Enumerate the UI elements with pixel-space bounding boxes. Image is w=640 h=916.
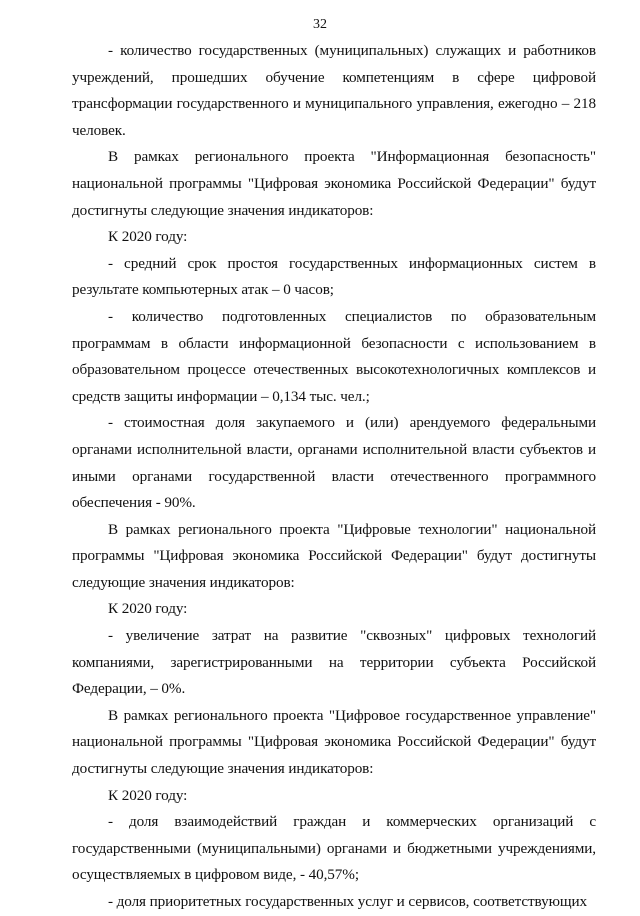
- paragraph-priority-services-indicator: - доля приоритетных государственных услуг и сервисов, соответствующих: [108, 893, 587, 910]
- page-number: 32: [313, 17, 327, 32]
- paragraph-year-heading: К 2020 году:: [108, 786, 188, 804]
- paragraph-specialists-indicator: - количество подготовленных специалистов по образовательным программам в области информационной безопасности с использованием в образовательном процессе отечественных высокотехнологичных комплексов и средств защиты информации – 0,134 тыс. чел.;: [72, 307, 596, 405]
- paragraph-year-heading: К 2020 году:: [108, 600, 188, 618]
- page-body: [72, 38, 596, 916]
- paragraph-software-share-indicator: - стоимостная доля закупаемого и (или) арендуемого федеральными органами исполнительной власти, органами исполнительной власти субъектов и иными органами государственной власти отечественного программного обеспечения - 90%.: [72, 414, 596, 512]
- paragraph-digital-governance-project-intro: В рамках регионального проекта "Цифровое государственное управление" национальной программы "Цифровая экономика Российской Федерации" будут достигнуты следующие значения индикаторов:: [72, 706, 596, 778]
- paragraph-downtime-indicator: - средний срок простоя государственных информационных систем в результате компьютерных атак – 0 часов;: [72, 254, 596, 299]
- paragraph-trained-employees: - количество государственных (муниципальных) служащих и работников учреждений, прошедших обучение компетенциям в сфере цифровой трансформации государственного и муниципального управления, ежегодно – 218 человек.: [72, 42, 596, 139]
- paragraph-year-heading: К 2020 году:: [108, 228, 188, 246]
- paragraph-end-to-end-tech-indicator: - увеличение затрат на развитие "сквозных" цифровых технологий компаниями, зарегистрированными на территории субъекта Российской Федерации, – 0%.: [72, 627, 596, 698]
- paragraph-digital-tech-project-intro: В рамках регионального проекта "Цифровые технологии" национальной программы "Цифровая экономика Российской Федерации" будут достигнуты следующие значения индикаторов:: [72, 520, 596, 591]
- paragraph-digital-interactions-indicator: - доля взаимодействий граждан и коммерческих организаций с государственными (муниципальными) органами и бюджетными учреждениями, осуществляемых в цифровом виде, - 40,57%;: [72, 813, 596, 884]
- paragraph-infosec-project-intro: В рамках регионального проекта "Информационная безопасность" национальной программы "Цифровая экономика Российской Федерации" будут достигнуты следующие значения индикаторов:: [72, 148, 596, 219]
